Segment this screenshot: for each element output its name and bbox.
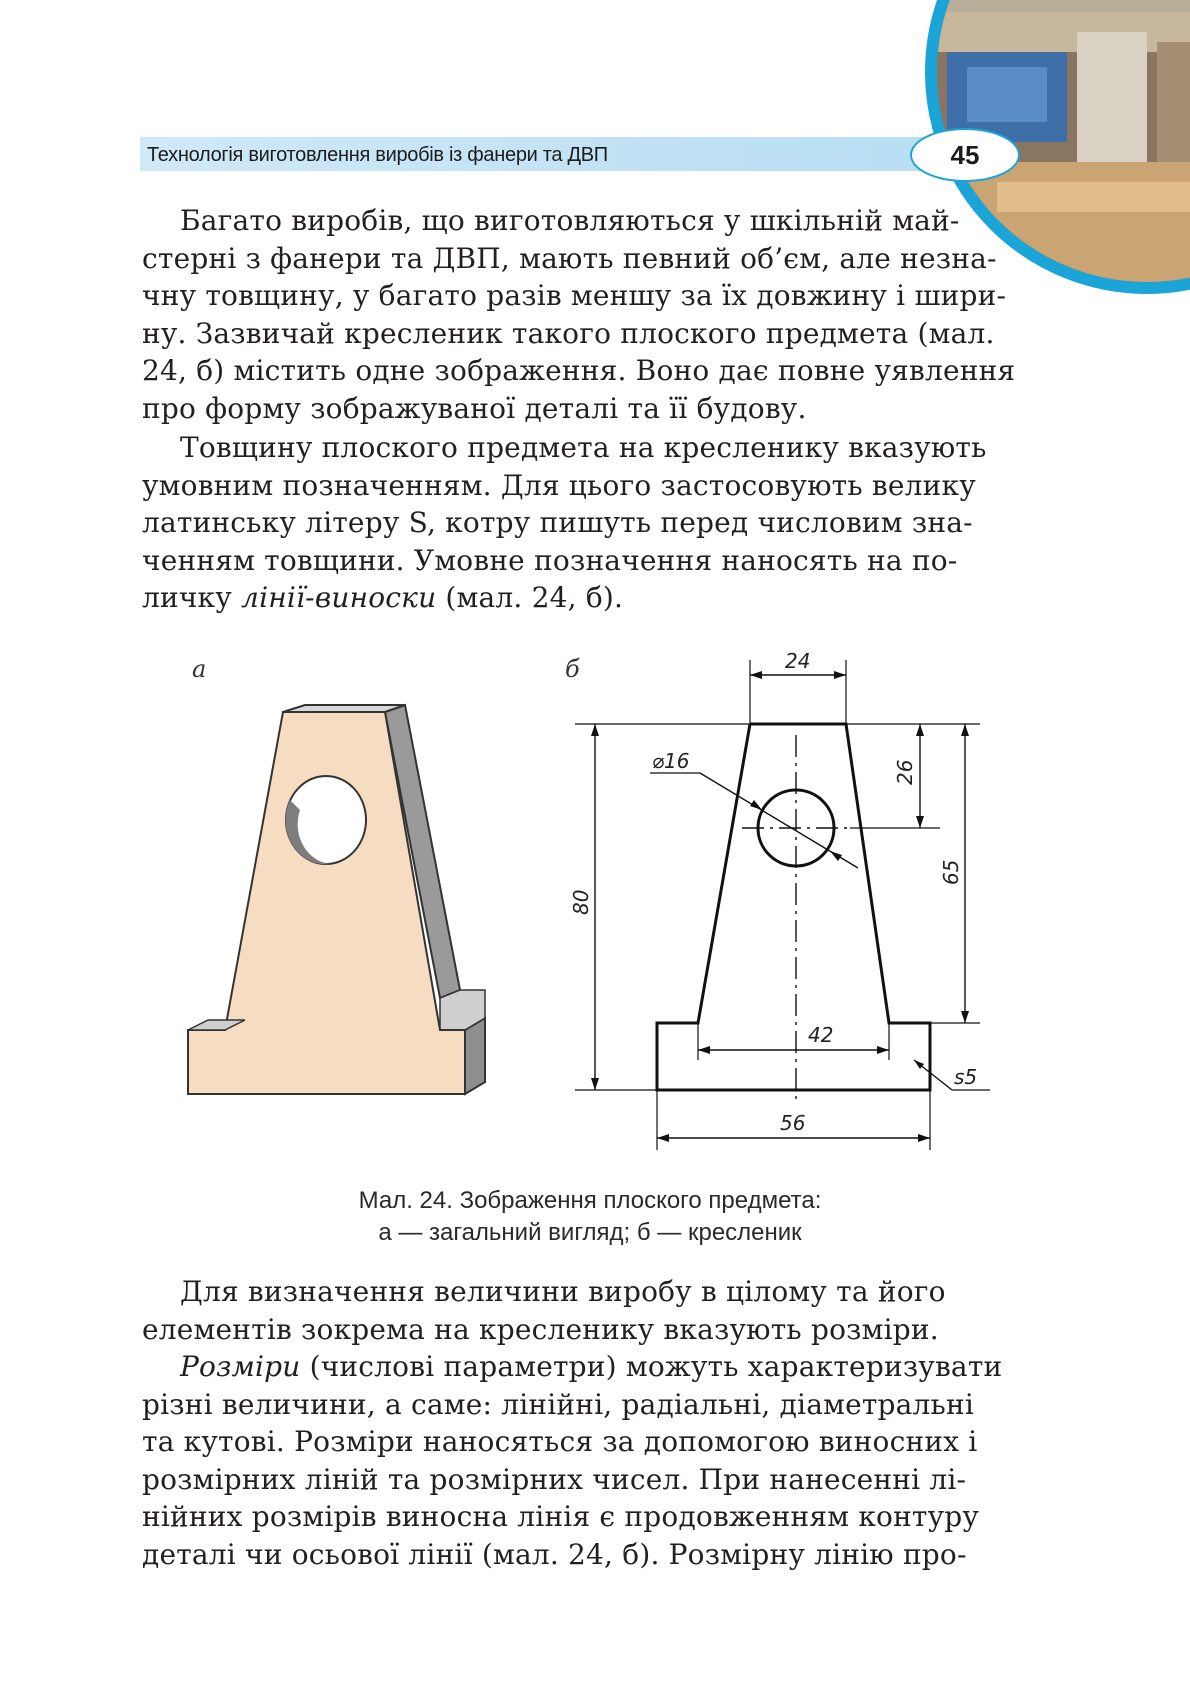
dim-top-width: 24 — [785, 649, 811, 673]
term-dimensions: Розміри — [180, 1350, 301, 1383]
text-line: умовним позначенням. Для цього застосовують велику — [142, 468, 976, 502]
text-line: Для визначення величини виробу в цілому та його — [180, 1275, 946, 1308]
text-line: ченням товщини. Умовне позначення наносять на по- — [142, 543, 958, 577]
text-line: про форму зображуваної деталі та її будову. — [142, 391, 807, 425]
figure-label-b: б — [565, 655, 580, 683]
text-line: нійних розмірів виносна лінія є продовженням контуру — [142, 1500, 980, 1533]
dim-hole-diameter: ⌀16 — [652, 749, 690, 773]
text-line: 24, б) містить одне зображення. Воно дає повне уявлення — [142, 354, 1016, 387]
text-line: елементів зокрема на кресленику вказують розміри. — [142, 1312, 939, 1346]
term-leader-line: лінії-виноски — [241, 581, 437, 614]
isometric-view — [188, 705, 485, 1094]
text-line: різні величини, а саме: лінійні, радіальні, діаметральні — [142, 1387, 974, 1421]
dim-height-to-base: 65 — [939, 859, 963, 885]
text-line: розмірних ліній та розмірних чисел. При нанесенні лі- — [142, 1462, 967, 1496]
text-line: та кутові. Розміри наносяться за допомогою виносних і — [142, 1425, 978, 1458]
text-line: Багато виробів, що виготовляються у шкільній май- — [180, 204, 960, 237]
text-line: личку лінії-виноски (мал. 24, б). — [142, 581, 624, 614]
dim-body-base-width: 42 — [808, 1023, 834, 1047]
text-line: ну. Зазвичай кресленик такого плоского предмета (мал. — [142, 316, 995, 350]
caption-line-1: Мал. 24. Зображення плоского предмета: — [358, 1187, 822, 1214]
dim-total-height: 80 — [569, 889, 593, 915]
dim-thickness: s5 — [954, 1065, 978, 1089]
dim-base-width: 56 — [780, 1111, 806, 1135]
text-line: стерні з фанери та ДВП, мають певний об’єм, але незна- — [142, 241, 997, 275]
figure-caption — [200, 1185, 980, 1249]
technical-drawing — [575, 660, 990, 1150]
page-number: 45 — [910, 128, 1020, 182]
caption-line-2: а — загальний вигляд; б — кресленик — [378, 1219, 802, 1246]
text-line: деталі чи осьової лінії (мал. 24, б). Розмірну лінію про- — [142, 1537, 967, 1571]
figure-label-a: а — [192, 655, 207, 683]
dim-hole-depth: 26 — [893, 759, 917, 785]
paragraph-4 — [142, 1348, 1022, 1573]
chapter-title: Технологія виготовлення виробів із фанери та ДВП — [147, 144, 608, 166]
text-line: чну товщину, у багато разів меншу за їх довжину і шири- — [142, 279, 1007, 312]
paragraph-3 — [142, 1273, 1022, 1348]
text-line: Товщину плоского предмета на кресленику вказують — [180, 431, 987, 464]
text-line: латинську літеру S, котру пишуть перед числовим зна- — [142, 506, 973, 539]
text-line: Розміри (числові параметри) можуть характеризувати — [180, 1350, 1003, 1383]
